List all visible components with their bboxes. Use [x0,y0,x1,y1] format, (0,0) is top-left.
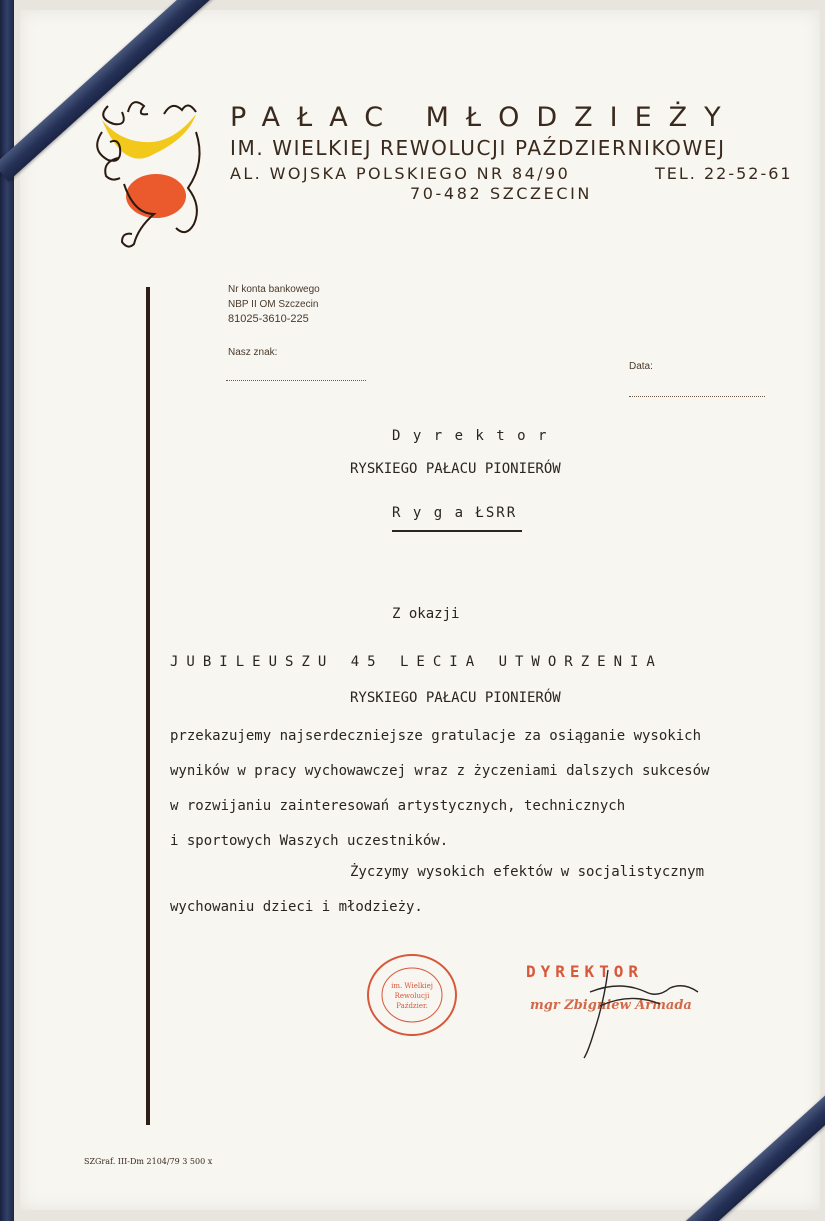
signatory-title: DYREKTOR [526,962,644,981]
recipient-city: R y g a ŁSRR [392,505,518,521]
institution-street: AL. WOJSKA POLSKIEGO NR 84/90 [230,164,571,183]
print-footer: SZGraf. III-Dm 2104/79 3 500 x [84,1157,213,1166]
stamp-center-line-2: Rewolucji [394,992,430,1000]
body-line-1: przekazujemy najserdeczniejsze gratulacje za osiąganie wysokich [170,728,702,744]
jubilee-line: JUBILEUSZU 45 LECIA UTWORZENIA [170,654,663,670]
album-mount-edge [0,0,14,1221]
date-field [629,396,765,397]
signatory-name: mgr Zbigniew Armada [530,998,692,1013]
recipient-organization: RYSKIEGO PAŁACU PIONIERÓW [350,461,561,477]
occasion-line: Z okazji [392,606,460,622]
recipient-title: D y r e k t o r [392,428,549,444]
bank-details [228,282,320,327]
jubilee-organization: RYSKIEGO PAŁACU PIONIERÓW [350,690,561,706]
institution-telephone: TEL. 22-52-61 [655,164,793,183]
wish-line-2: wychowaniu dzieci i młodzieży. [170,899,423,915]
bank-name: NBP II OM Szczecin [228,299,319,310]
institution-city: 70-482 SZCZECIN [410,184,592,203]
stamp-center-line-3: Paździer. [396,1002,428,1010]
bank-account-number: 81025-3610-225 [228,313,309,325]
institution-name: PAŁAC MŁODZIEŻY [230,102,738,133]
handwritten-signature-icon [560,962,710,1062]
body-line-4: i sportowych Waszych uczestników. [170,833,449,849]
palace-logo-icon [84,92,214,254]
recipient-underline [392,530,522,532]
official-stamp-icon [364,952,460,1038]
our-reference-field [226,380,366,381]
date-label: Data: [629,361,653,372]
institution-patron: IM. WIELKIEJ REWOLUCJI PAŹDZIERNIKOWEJ [230,136,726,160]
body-line-2: wyników w pracy wychowawczej wraz z życzeniami dalszych sukcesów [170,763,710,779]
wish-line-1: Życzymy wysokich efektów w socjalistycznym [350,864,705,880]
margin-rule [146,287,150,1125]
our-reference-label: Nasz znak: [228,347,278,358]
bank-account-label: Nr konta bankowego [228,284,320,295]
stamp-center-line-1: im. Wielkiej [391,982,433,990]
body-line-3: w rozwijaniu zainteresowań artystycznych, technicznych [170,798,626,814]
